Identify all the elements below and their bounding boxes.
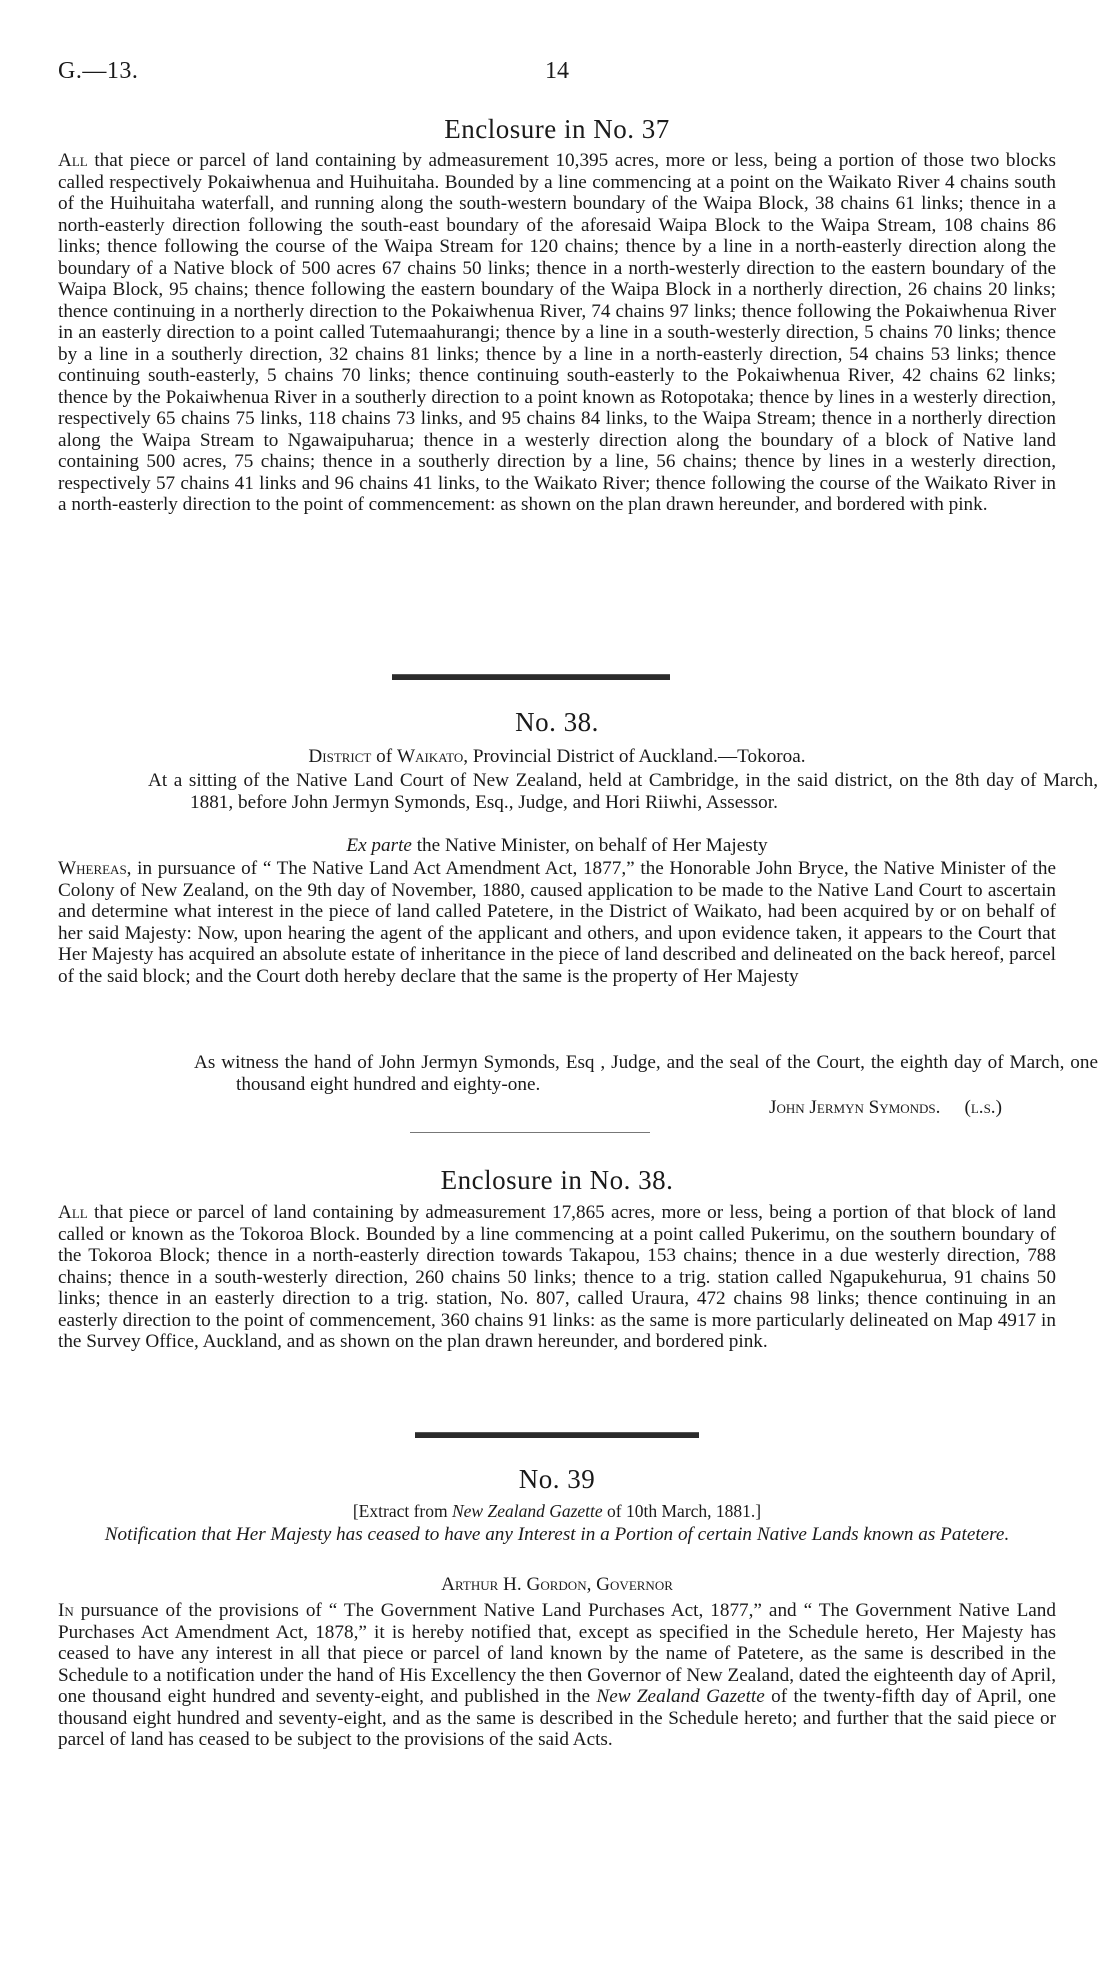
enclosure-38-title: Enclosure in No. 38. — [440, 1165, 674, 1195]
no-39-extract: [Extract from New Zealand Gazette of 10th March, 1881.] — [352, 1501, 762, 1521]
page-number: 14 — [545, 58, 569, 84]
no-38-signature: John Jermyn Symonds. (l.s.) — [769, 1097, 1002, 1118]
no-39-governor: Arthur H. Gordon, Governor — [441, 1574, 673, 1595]
no-39-title: No. 39 — [518, 1464, 596, 1494]
enclosure-37-body: that piece or parcel of land containing by admeasurement 10,395 acres, more or less, being a portion of those two blocks called respectively Pokaiwhenua and Huihuitaha. Bounded by a line commencing at a point on the Waikato River 4 chains south of the Huihuitaha waterfall, and running along the south-western boundary of the Waipa Block, 38 chains 61 links; thence in a north-easterly direction following the south-east boundary of the aforesaid Waipa Block to the Waipa Stream, 108 chains 86 links; thence following the course of the Waipa Stream for 120 chains; thence by a line in a north-easterly direction along the boundary of a Native block of 500 acres 67 chains 50 links; thence in a north-westerly direction to the eastern boundary of the Waipa Block, 95 chains; thence following the eastern boundary of the Waipa Block in a northerly direction, 26 chains 20 links; thence continuing in a northerly direction to the Pokaiwhenua River, 74 chains 97 links; thence following the Pokaiwhenua River in an easterly direction to a point called Tutemaahurangi; thence by a line in a south-westerly direction, 5 chains 70 links; thence by a line in a southerly direction, 32 chains 81 links; thence by a line in a north-easterly direction, 54 chains 53 links; thence continuing south-easterly, 5 chains 70 links; thence continuing south-easterly to the Pokaiwhenua River, 42 chains 62 links; thence by the Pokaiwhenua River in a southerly direction to a point known as Rotopotaka; thence by lines in a westerly direction, respectively 65 chains 75 links, 118 chains 73 links, and 95 chains 84 links, to the Waipa Stream; thence in a northerly direction along the Waipa Stream to Ngawaipuharua; thence in a westerly direction along the boundary of a block of Native land containing 500 acres, 75 chains; thence in a southerly direction by a line, 56 chains; thence by lines in a westerly direction, respectively 57 chains 41 links and 96 chains 41 links, to the Waikato River; thence following the course of the Waikato River in a north-easterly direction to the point of commencement: as shown on the plan drawn hereunder, and bordered with pink. — [58, 150, 1056, 515]
no-39-text: In pursuance of the provisions of “ The Government Native Land Purchases Act, 1877,” and “ The Government Native Land Purchases Act Amendment Act, 1878,” it is hereby notified that, except as specified in the Schedule hereto, Her Majesty has ceased to have any interest in all that piece or parcel of land known by the name of Patetere, as the same is described in the Schedule to a notification under the hand of His Excellency the then Governor of New Zealand, dated the eighteenth day of April, one thousand eight hundred and seventy-eight, and published in the New Zealand Gazette of the twenty-fifth day of April, one thousand eight hundred and seventy-eight, and as the same is described in the Schedule hereto; and further that the said piece or parcel of land has ceased to be subject to the provisions of the said Acts. — [58, 1600, 1056, 1750]
no-38-title: No. 38. — [515, 707, 599, 737]
no-38-ex-parte: Ex parte the Native Minister, on behalf of Her Majesty — [346, 835, 768, 856]
signature-divider — [410, 1132, 650, 1133]
enclosure-38-text: All that piece or parcel of land containing by admeasurement 17,865 acres, more or less, being a portion of that block of land called or known as the Tokoroa Block. Bounded by a line commencing at a point called Pukerimu, on the southern boundary of the Tokoroa Block; thence in a north-easterly direction towards Takapou, 153 chains; thence in a due westerly direction, 788 chains; thence in a south-westerly direction, 260 chains 50 links; thence to a trig. station called Ngapukehurua, 91 chains 50 links; thence in an easterly direction to a trig. station, No. 807, called Uraura, 472 chains 98 links; thence continuing in an easterly direction to the point of commencement, 360 chains 91 links: as the same is more particularly delineated on Map 4917 in the Survey Office, Auckland, and as shown on the plan drawn hereunder, and bordered pink. — [58, 1202, 1056, 1352]
series-code: G.—13. — [58, 58, 139, 84]
enclosure-37-title: Enclosure in No. 37 — [444, 114, 670, 144]
no-38-witness: As witness the hand of John Jermyn Symonds, Esq , Judge, and the seal of the Court, the eighth day of March, one thousand eight hundred and eighty-one. — [194, 1052, 1098, 1095]
enclosure-37-text — [58, 150, 1056, 516]
section-divider — [392, 674, 670, 680]
seal-mark: (l.s.) — [964, 1097, 1002, 1118]
no-38-district: District of Waikato, Provincial District of Auckland.—Tokoroa. — [308, 746, 806, 767]
section-divider-2 — [415, 1432, 699, 1438]
no-39-notification-heading: Notification that Her Majesty has ceased to have any Interest in a Portion of certain Native Lands known as Patetere. — [104, 1524, 1010, 1545]
no-38-sitting: At a sitting of the Native Land Court of New Zealand, held at Cambridge, in the said district, on the 8th day of March, 1881, before John Jermyn Symonds, Esq., Judge, and Hori Riiwhi, Assessor. — [148, 770, 1098, 813]
no-38-whereas: Whereas, in pursuance of “ The Native Land Act Amendment Act, 1877,” the Honorable John Bryce, the Native Minister of the Colony of New Zealand, on the 9th day of November, 1880, caused application to be made to the Native Land Court to ascertain and determine what interest in the piece of land called Patetere, in the District of Waikato, had been acquired by or on behalf of her said Majesty: Now, upon hearing the agent of the applicant and others, and upon evidence taken, it appears to the Court that Her Majesty has acquired an absolute estate of inheritance in the piece of land described and delineated on the back hereof, parcel of the said block; and the Court doth hereby declare that the same is the property of Her Majesty — [58, 858, 1056, 987]
enclosure-37-lead: All — [58, 150, 88, 171]
